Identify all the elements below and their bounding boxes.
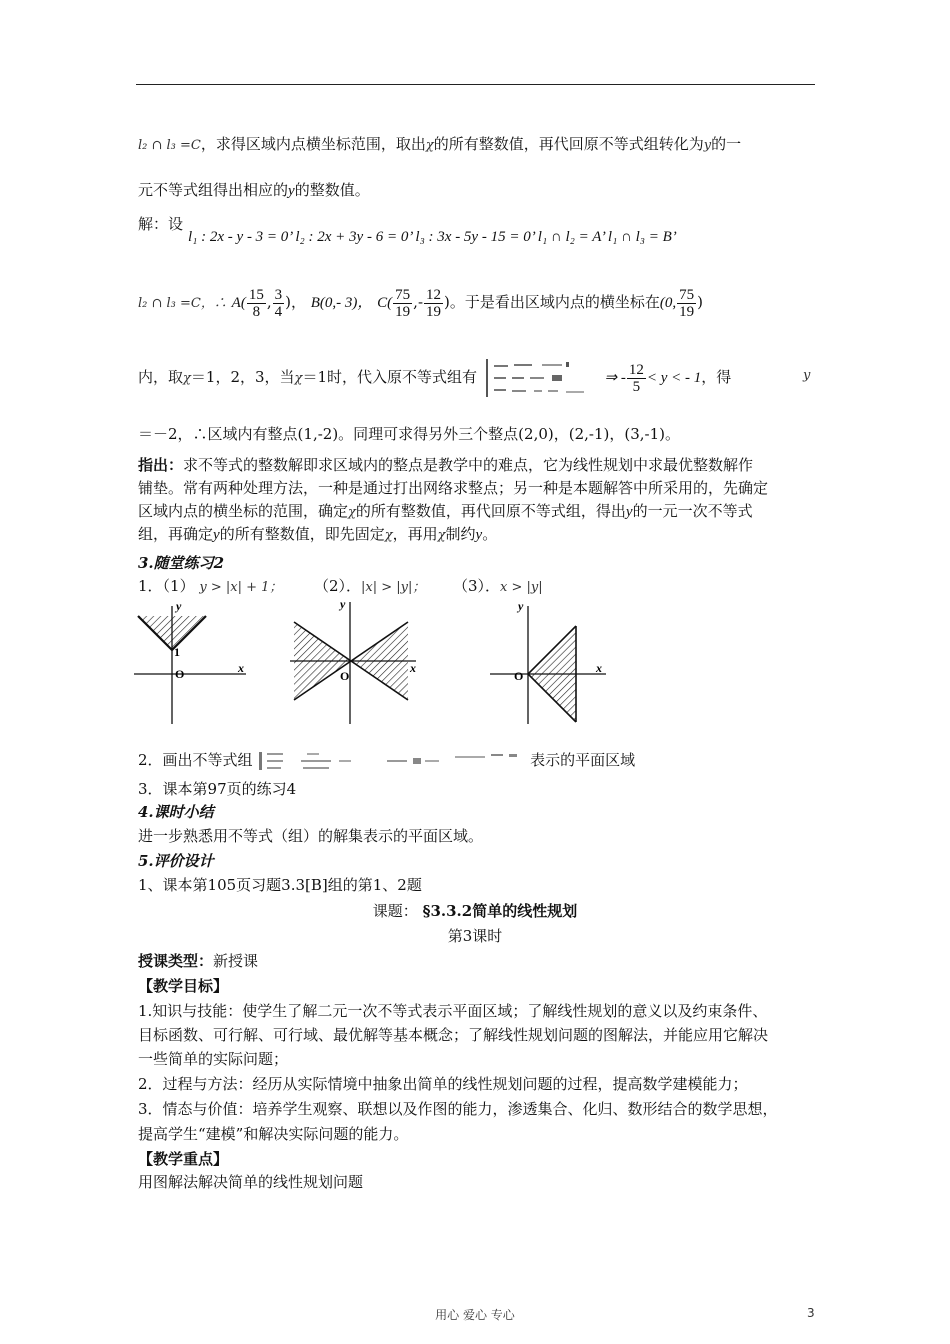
fig1-intercept-label: 1 bbox=[174, 645, 180, 659]
goal-1-line2: 目标函数、可行解、可行域、最优解等基本概念；了解线性规划问题的图解法，并能应用它解决 bbox=[138, 1026, 769, 1044]
section5-text: 1、课本第105页习题3.3[B]组的第1、2题 bbox=[138, 876, 422, 894]
solution-y: y bbox=[803, 368, 811, 383]
fig2-x-label: x bbox=[410, 661, 416, 675]
solution-line1: 解：设 bbox=[138, 215, 184, 233]
note-line1: 指出：求不等式的整数解即求区域内的整点是教学中的难点，它为线性规划中求最优整数解作 bbox=[138, 456, 754, 474]
exercise-1: 1．（1） y > |x| + 1； （2）．|x| > |y|； （3）．x > |y| bbox=[138, 577, 543, 595]
note-line3: 区域内点的横坐标的范围，确定χ的所有整数值，再代回原不等式组，得出y的一元一次不等式 bbox=[138, 502, 753, 520]
exercise-3: 3．课本第97页的练习4 bbox=[138, 780, 297, 798]
section5-title: 5.评价设计 bbox=[138, 852, 214, 870]
figure-2-region bbox=[290, 596, 420, 724]
solution-equations: l₁ : 2x - y - 3 = 0’ l₂ : 2x + 3y - 6 = 0’ l₃ : 3x - 5y - 15 = 0’ l₁ ∩ l₂ = A’ l₁ ∩ l₃ = B’ bbox=[188, 229, 677, 245]
key-text: 用图解法解决简单的线性规划问题 bbox=[138, 1173, 364, 1191]
lesson-title: 课题： §3.3.2简单的线性规划 bbox=[372, 902, 578, 920]
solution-result: ＝－2，∴区域内有整点(1,-2)。同理可求得另外三个整点(2,0)，(2,-1)，(3,-1)。 bbox=[138, 425, 680, 443]
exercise-2: 2．画出不等式组 表示的平面区域 bbox=[138, 748, 635, 772]
fig3-y-label: y bbox=[518, 599, 524, 613]
fig3-x-label: x bbox=[596, 661, 602, 675]
section4-text: 进一步熟悉用不等式（组）的解集表示的平面区域。 bbox=[138, 827, 484, 845]
lesson-period: 第3课时 bbox=[447, 927, 503, 945]
fig1-y-label: y bbox=[176, 600, 182, 613]
goal-2: 2．过程与方法：经历从实际情境中抽象出简单的线性规划问题的过程，提高数学建模能力； bbox=[138, 1075, 748, 1093]
fig1-origin-label: O bbox=[175, 667, 185, 681]
page-number: 3 bbox=[807, 1306, 815, 1320]
p1-line1: l₂ ∩ l₃ =C，求得区域内点横坐标范围，取出χ的所有整数值，再代回原不等式组转化为y的一 bbox=[138, 135, 742, 153]
key-heading: 【教学重点】 bbox=[138, 1150, 229, 1168]
goal-3-line1: 3．情态与价值：培养学生观察、联想以及作图的能力，渗透集合、化归、数形结合的数学思想， bbox=[138, 1100, 778, 1118]
section3-title: 3.随堂练习2 bbox=[138, 554, 225, 572]
solution-points: l₂ ∩ l₃ =C，∴ A( $\frac{15}{8}$ , $\frac{3}{4}$ )， B(0,- 3)， C( $\frac{75}{19}$ ,- $\frac{12}{19}$ )。于是看出区域内点的横坐标在(0, $\frac{75}{19}$ ) bbox=[138, 286, 703, 320]
fig2-origin-label: O bbox=[340, 669, 350, 683]
note-line4: 组，再确定y的所有整数值，即先固定χ，再用χ制约y。 bbox=[138, 525, 498, 543]
page-footer: 用心 爱心 专心 bbox=[435, 1308, 515, 1322]
note-line2: 铺垫。常有两种处理方法，一种是通过打出网络求整点；另一种是本题解答中所采用的，先确定 bbox=[138, 479, 769, 497]
figure-3-region bbox=[490, 598, 610, 724]
goal-1-line1: 1.知识与技能：使学生了解二元一次不等式表示平面区域；了解线性规划的意义以及约束条件、 bbox=[138, 1002, 768, 1020]
goal-1-line3: 一些简单的实际问题； bbox=[138, 1050, 289, 1068]
fig1-x-label: x bbox=[238, 661, 244, 675]
figure-1-region bbox=[134, 600, 254, 724]
solution-substitution: 内，取χ＝1，2，3，当χ＝1时，代入原不等式组有 ⇒ - $\frac{12}{5}$ < y < - 1，得 bbox=[138, 352, 731, 402]
garbled-inequality-system-image bbox=[482, 357, 600, 399]
garbled-inequality-image bbox=[257, 750, 525, 772]
p1-line2: 元不等式组得出相应的y的整数值。 bbox=[138, 181, 370, 199]
section4-title: 4.课时小结 bbox=[138, 803, 214, 821]
fig3-origin-label: O bbox=[514, 669, 524, 683]
fig2-y-label: y bbox=[340, 597, 346, 611]
goal-heading: 【教学目标】 bbox=[138, 977, 229, 995]
header-rule bbox=[136, 84, 815, 85]
goal-3-line2: 提高学生“建模”和解决实际问题的能力。 bbox=[138, 1125, 409, 1143]
lesson-type: 授课类型：新授课 bbox=[138, 952, 259, 970]
